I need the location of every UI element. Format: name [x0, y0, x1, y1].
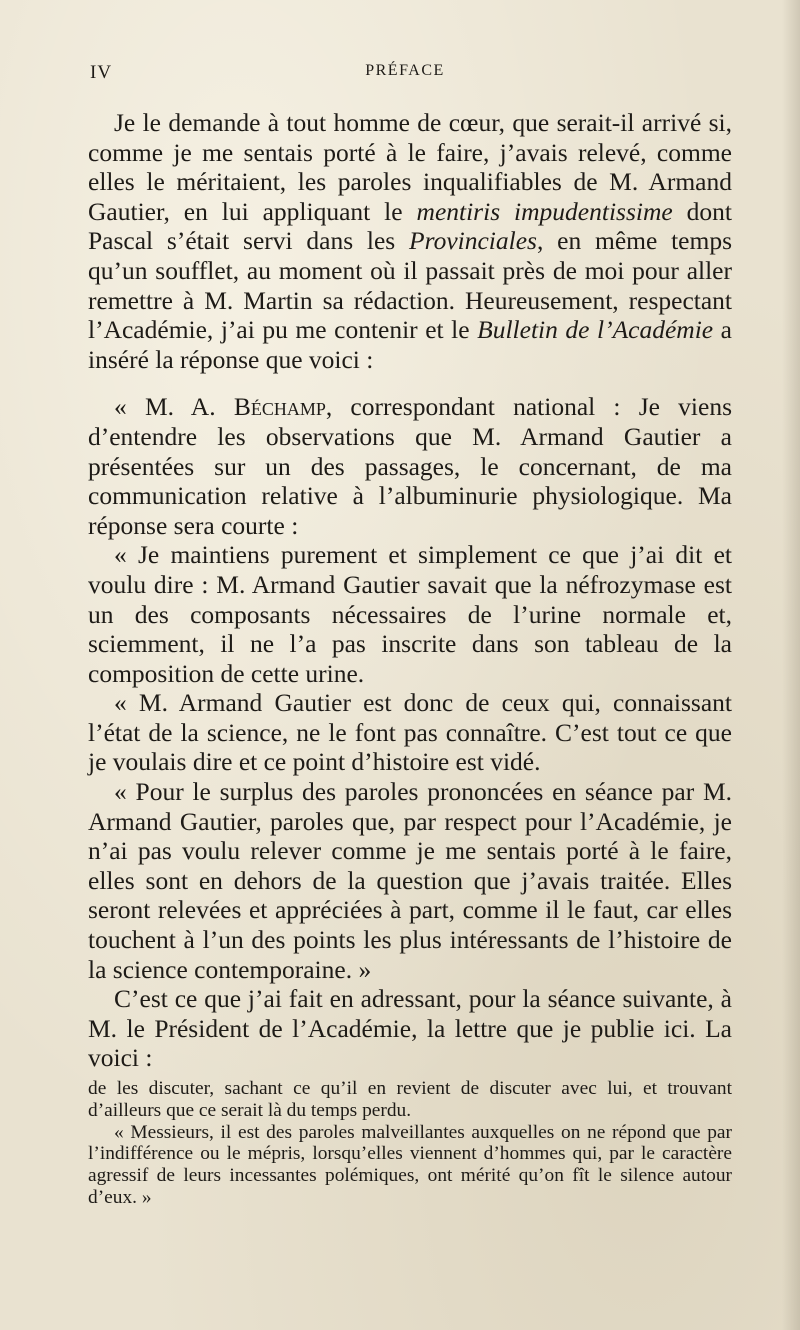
footnote-line-1: de les discuter, sachant ce qu’il en revient de discuter avec lui, et trouvant d’ailleurs que ce serait là du temps perdu. [88, 1078, 732, 1121]
paragraph-1: Je le demande à tout homme de cœur, que serait-il arrivé si, comme je me sentais porté à le faire, j’avais relevé, comme elles le méritaient, les paroles inqualifiables de M. Armand Gautier, en lui appliquant le mentiris impudentissime dont Pascal s’était servi dans les Provinciales, en même temps qu’un soufflet, au moment où il passait près de moi pour aller remettre à M. Martin sa rédaction. Heureusement, respectant l’Académie, j’ai pu me contenir et le Bulletin de l’Académie a inséré la réponse que voici : [88, 108, 732, 374]
italic-work-title: Provinciales [409, 226, 537, 256]
paragraph-3: « Je maintiens purement et simplement ce que j’ai dit et voulu dire : M. Armand Gautier savait que la néfrozymase est un des composants nécessaires de l’urine normale et, sciemment, il ne l’a pas inscrite dans son tableau de la composition de cette urine. [88, 540, 732, 688]
page-edge-shadow [782, 0, 800, 1330]
paragraph-4: « M. Armand Gautier est donc de ceux qui, connaissant l’état de la science, ne le font pas connaître. C’est tout ce que je voulais dire et ce point d’histoire est vidé. [88, 688, 732, 777]
running-head: PRÉFACE [365, 62, 445, 79]
footnote [88, 1078, 732, 1209]
page-number: IV [90, 62, 113, 83]
author-name-smallcaps: Béchamp [233, 392, 326, 422]
paragraph-6: C’est ce que j’ai fait en adressant, pour la séance suivante, à M. le Président de l’Académie, la lettre que je publie ici. La voici : [88, 984, 732, 1073]
paragraph-5: « Pour le surplus des paroles prononcées en séance par M. Armand Gautier, paroles que, par respect pour l’Académie, je n’ai pas voulu relever comme je me sentais porté à le faire, elles sont en dehors de la question que j’avais traitée. Elles seront relevées et appréciées à part, comme il le faut, car elles touchent à l’un des points les plus intéressants de l’histoire de la science contemporaine. » [88, 777, 732, 984]
footnote-line-2: « Messieurs, il est des paroles malveillantes auxquelles on ne répond que par l’indifférence ou le mépris, lorsqu’elles viennent d’hommes qui, par le caractère agressif de leurs incessantes polémiques, ont mérité qu’on fît le silence autour d’eux. » [88, 1121, 732, 1208]
italic-latin-phrase: mentiris impudentissime [416, 196, 673, 226]
italic-bulletin-title: Bulletin de l’Académie [477, 315, 714, 345]
main-text [88, 108, 732, 1073]
paragraph-2: « M. A. Béchamp, correspondant national : Je viens d’entendre les observations que M. Armand Gautier a présentées sur un des passages, le concernant, de ma communication relative à l’albuminurie physiologique. Ma réponse sera courte : [88, 392, 732, 540]
page-header [90, 62, 740, 86]
